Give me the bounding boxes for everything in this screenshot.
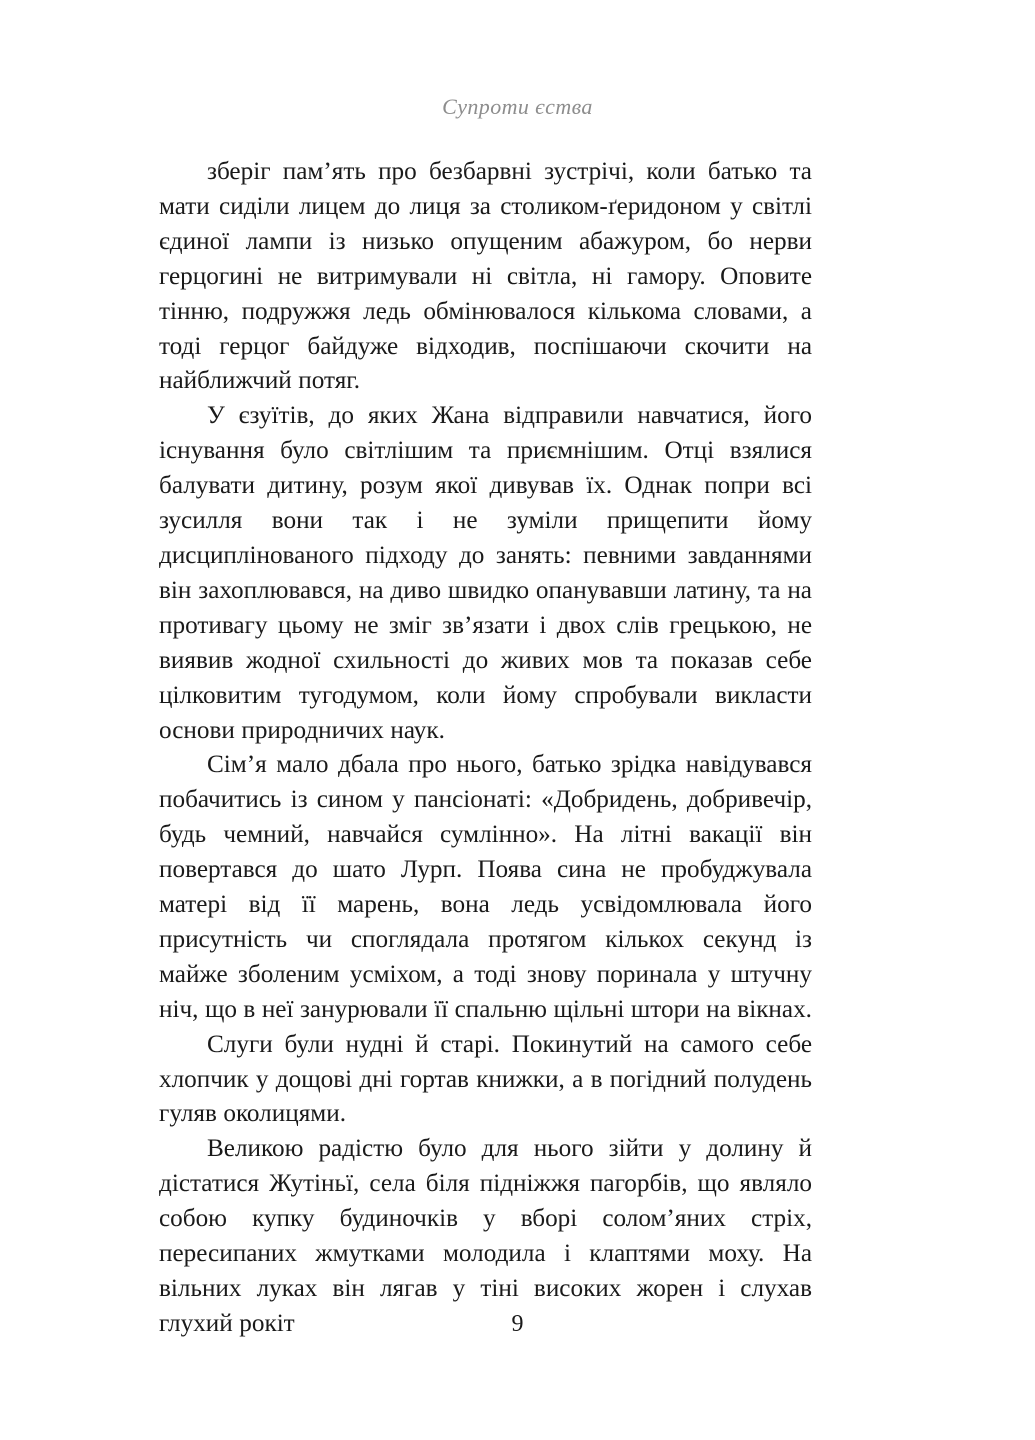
body-paragraph: Великою радістю було для нього зійти у долину й дістатися Жутіньї, села біля підніжжя пагорбів, що являло собою купку будиночків у вборі солом’яних стріх, пересипаних жмутками молодила і клаптями моху. На вільних луках він лягав у тіні високих жорен і слухав глухий рокіт (159, 1135, 812, 1337)
text-column (159, 155, 812, 1342)
running-header: Супроти єства (442, 94, 593, 119)
body-paragraph: У єзуїтів, до яких Жана відправили навчатися, його існування було світлішим та приємнішим. Отці взялися балувати дитину, розум якої дивував їх. Однак попри всі зусилля вони так і не зуміли прищепити йому дисциплінованого підходу до занять: певними завданнями він захоплювався, на диво швидко опанувавши латину, та на противагу цьому не зміг зв’язати і двох слів грецькою, не виявив жодної схильності до живих мов та показав себе цілковитим тугодумом, коли йому спробували викласти основи природничих наук. (159, 402, 812, 744)
body-paragraph: Сім’я мало дбала про нього, батько зрідка навідувався побачитись із сином у пансіонаті: «Добридень, добривечір, будь чемний, навчайся сумлінно». На літні вакації він повертався до шато Лурп. Поява сина не пробуджувала матері від її марень, вона ледь усвідомлювала його присутність чи споглядала протягом кількох секунд із майже зболеним усміхом, а тоді знову поринала у штучну ніч, що в неї занурювали її спальню щільні штори на вікнах. (159, 751, 812, 1023)
page-number: 9 (511, 1311, 524, 1337)
body-paragraph: Слуги були нудні й старі. Покинутий на самого себе хлопчик у дощові дні гортав книжки, а в погідний полудень гуляв околицями. (159, 1030, 812, 1128)
body-paragraph: зберіг пам’ять про безбарвні зустрічі, коли батько та мати сиділи лицем до лиця за столиком-ґеридоном у світлі єдиної лампи із низько опущеним абажуром, бо нерви герцогині не витримували ні світла, ні гамору. Оповите тінню, подружжя ледь обмінювалося кількома словами, а тоді герцог байдуже відходив, поспішаючи скочити на найближчий потяг. (159, 158, 812, 395)
